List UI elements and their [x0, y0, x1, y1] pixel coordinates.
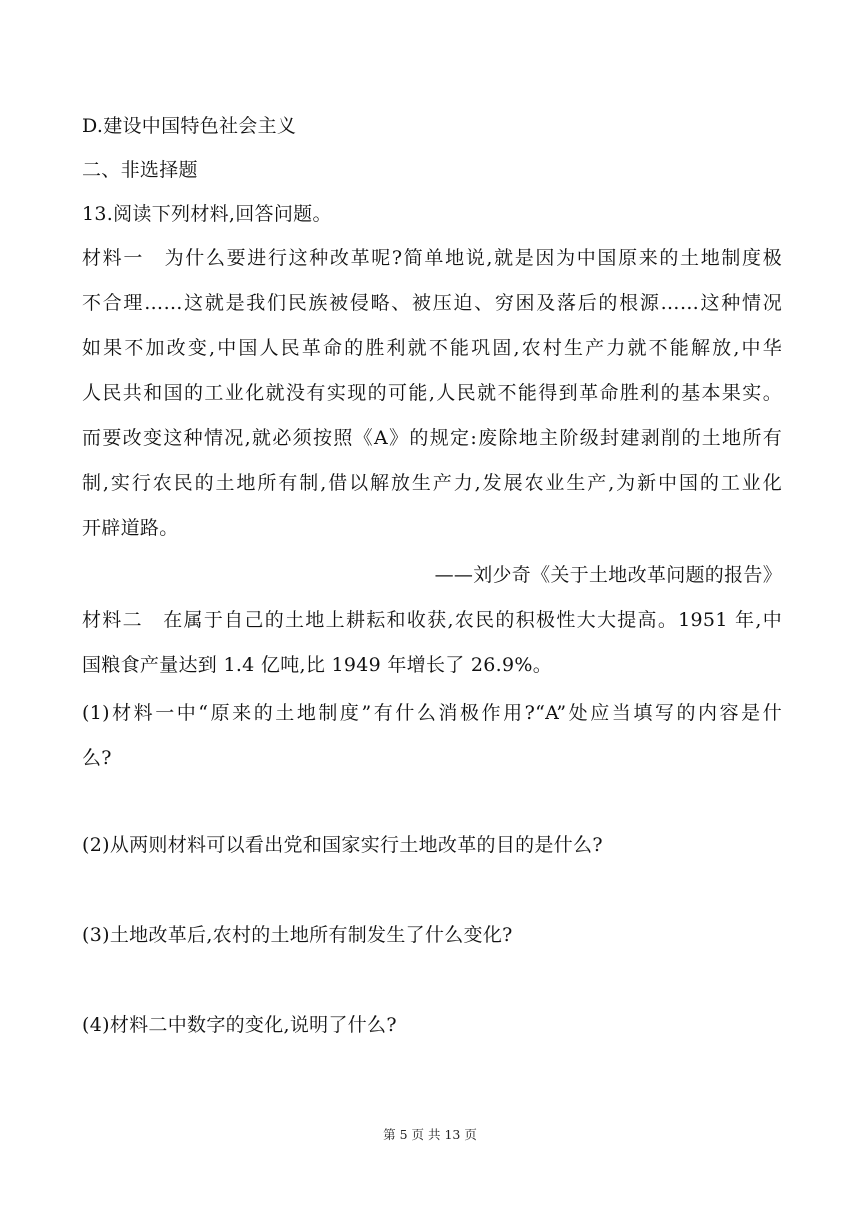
- material2-line: 材料二 在属于自己的土地上耕耘和收获,农民的积极性大大提高。1951 年,中: [82, 609, 782, 631]
- question-1-line: 么?: [82, 747, 112, 769]
- material1-line: 材料一 为什么要进行这种改革呢?简单地说,就是因为中国原来的土地制度极: [82, 247, 782, 269]
- material1-line: 而要改变这种情况,就必须按照《A》的规定:废除地主阶级封建剥削的土地所有: [82, 427, 782, 449]
- material1-line: 如果不加改变,中国人民革命的胜利就不能巩固,农村生产力就不能解放,中华: [82, 337, 782, 359]
- page-footer: 第 5 页 共 13 页: [383, 1127, 477, 1142]
- question-3: (3)土地改革后,农村的土地所有制发生了什么变化?: [82, 924, 513, 946]
- material1-source: ——刘少奇《关于土地改革问题的报告》: [434, 564, 782, 586]
- material1-line: 开辟道路。: [82, 517, 179, 539]
- question-2: (2)从两则材料可以看出党和国家实行土地改革的目的是什么?: [82, 834, 603, 856]
- material1-line: 人民共和国的工业化就没有实现的可能,人民就不能得到革命胜利的基本果实。: [82, 382, 782, 404]
- material1-line: 制,实行农民的土地所有制,借以解放生产力,发展农业生产,为新中国的工业化: [82, 472, 782, 494]
- question-1-line: (1)材料一中“原来的土地制度”有什么消极作用?“A”处应当填写的内容是什: [82, 702, 782, 724]
- material1-line: 不合理……这就是我们民族被侵略、被压迫、穷困及落后的根源……这种情况: [82, 292, 782, 314]
- section-title: 二、非选择题: [82, 159, 198, 181]
- question-4: (4)材料二中数字的变化,说明了什么?: [82, 1014, 397, 1036]
- question-header: 13.阅读下列材料,回答问题。: [82, 203, 332, 225]
- material2-line: 国粮食产量达到 1.4 亿吨,比 1949 年增长了 26.9%。: [82, 654, 553, 676]
- option-d: D.建设中国特色社会主义: [82, 115, 297, 137]
